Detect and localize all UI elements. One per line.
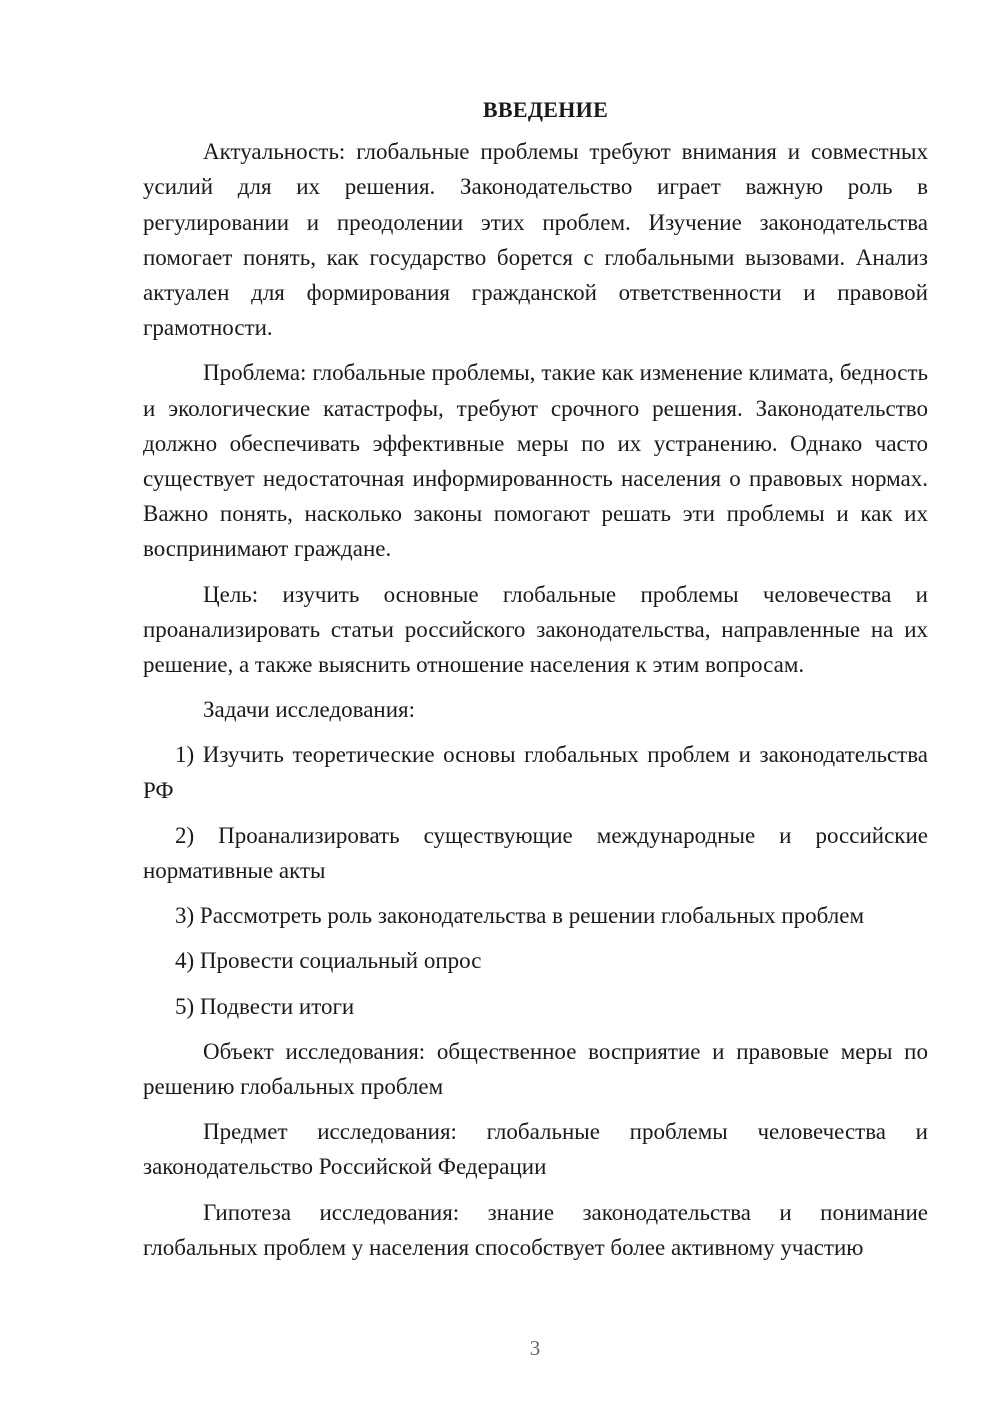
paragraph-problem: Проблема: глобальные проблемы, такие как изменение климата, бедность и экологические катастрофы, требуют срочного решения. Законодательство должно обеспечивать эффективные меры по их устранению. Однако часто существует недостаточная информированность населения о правовых нормах. Важно понять, насколько законы помогают решать эти проблемы и как их воспринимают граждане.	[143, 360, 928, 562]
task-item-1: 1) Изучить теоретические основы глобальных проблем и законодательства РФ	[143, 742, 928, 803]
paragraph-object: Объект исследования: общественное восприятие и правовые меры по решению глобальных проблем	[143, 1038, 928, 1100]
paragraph-subject: Предмет исследования: глобальные проблемы человечества и законодательство Российской Федерации	[143, 1119, 928, 1180]
page-number: 3	[529, 1336, 541, 1360]
task-item-5: 5) Подвести итоги	[175, 993, 355, 1019]
tasks-heading: Задачи исследования:	[203, 697, 416, 723]
task-item-3: 3) Рассмотреть роль законодательства в решении глобальных проблем	[175, 903, 865, 929]
paragraph-hypothesis: Гипотеза исследования: знание законодательства и понимание глобальных проблем у населения способствует более активному участию	[143, 1199, 928, 1260]
task-item-4: 4) Провести социальный опрос	[175, 948, 482, 974]
paragraph-relevance: Актуальность: глобальные проблемы требуют внимания и совместных усилий для их решения. Законодательство играет важную роль в регулировании и преодолении этих проблем. Изучение законодательства помогает понять, как государство борется с глобальными вызовами. Анализ актуален для формирования гражданской ответственности и правовой грамотности.	[143, 139, 928, 341]
task-item-2: 2) Проанализировать существующие международные и российские нормативные акты	[143, 822, 928, 884]
page-content	[143, 92, 928, 1275]
paragraph-goal: Цель: изучить основные глобальные проблемы человечества и проанализировать статьи российского законодательства, направленные на их решение, а также выяснить отношение населения к этим вопросам.	[143, 581, 928, 678]
section-title: ВВЕДЕНИЕ	[482, 97, 609, 122]
